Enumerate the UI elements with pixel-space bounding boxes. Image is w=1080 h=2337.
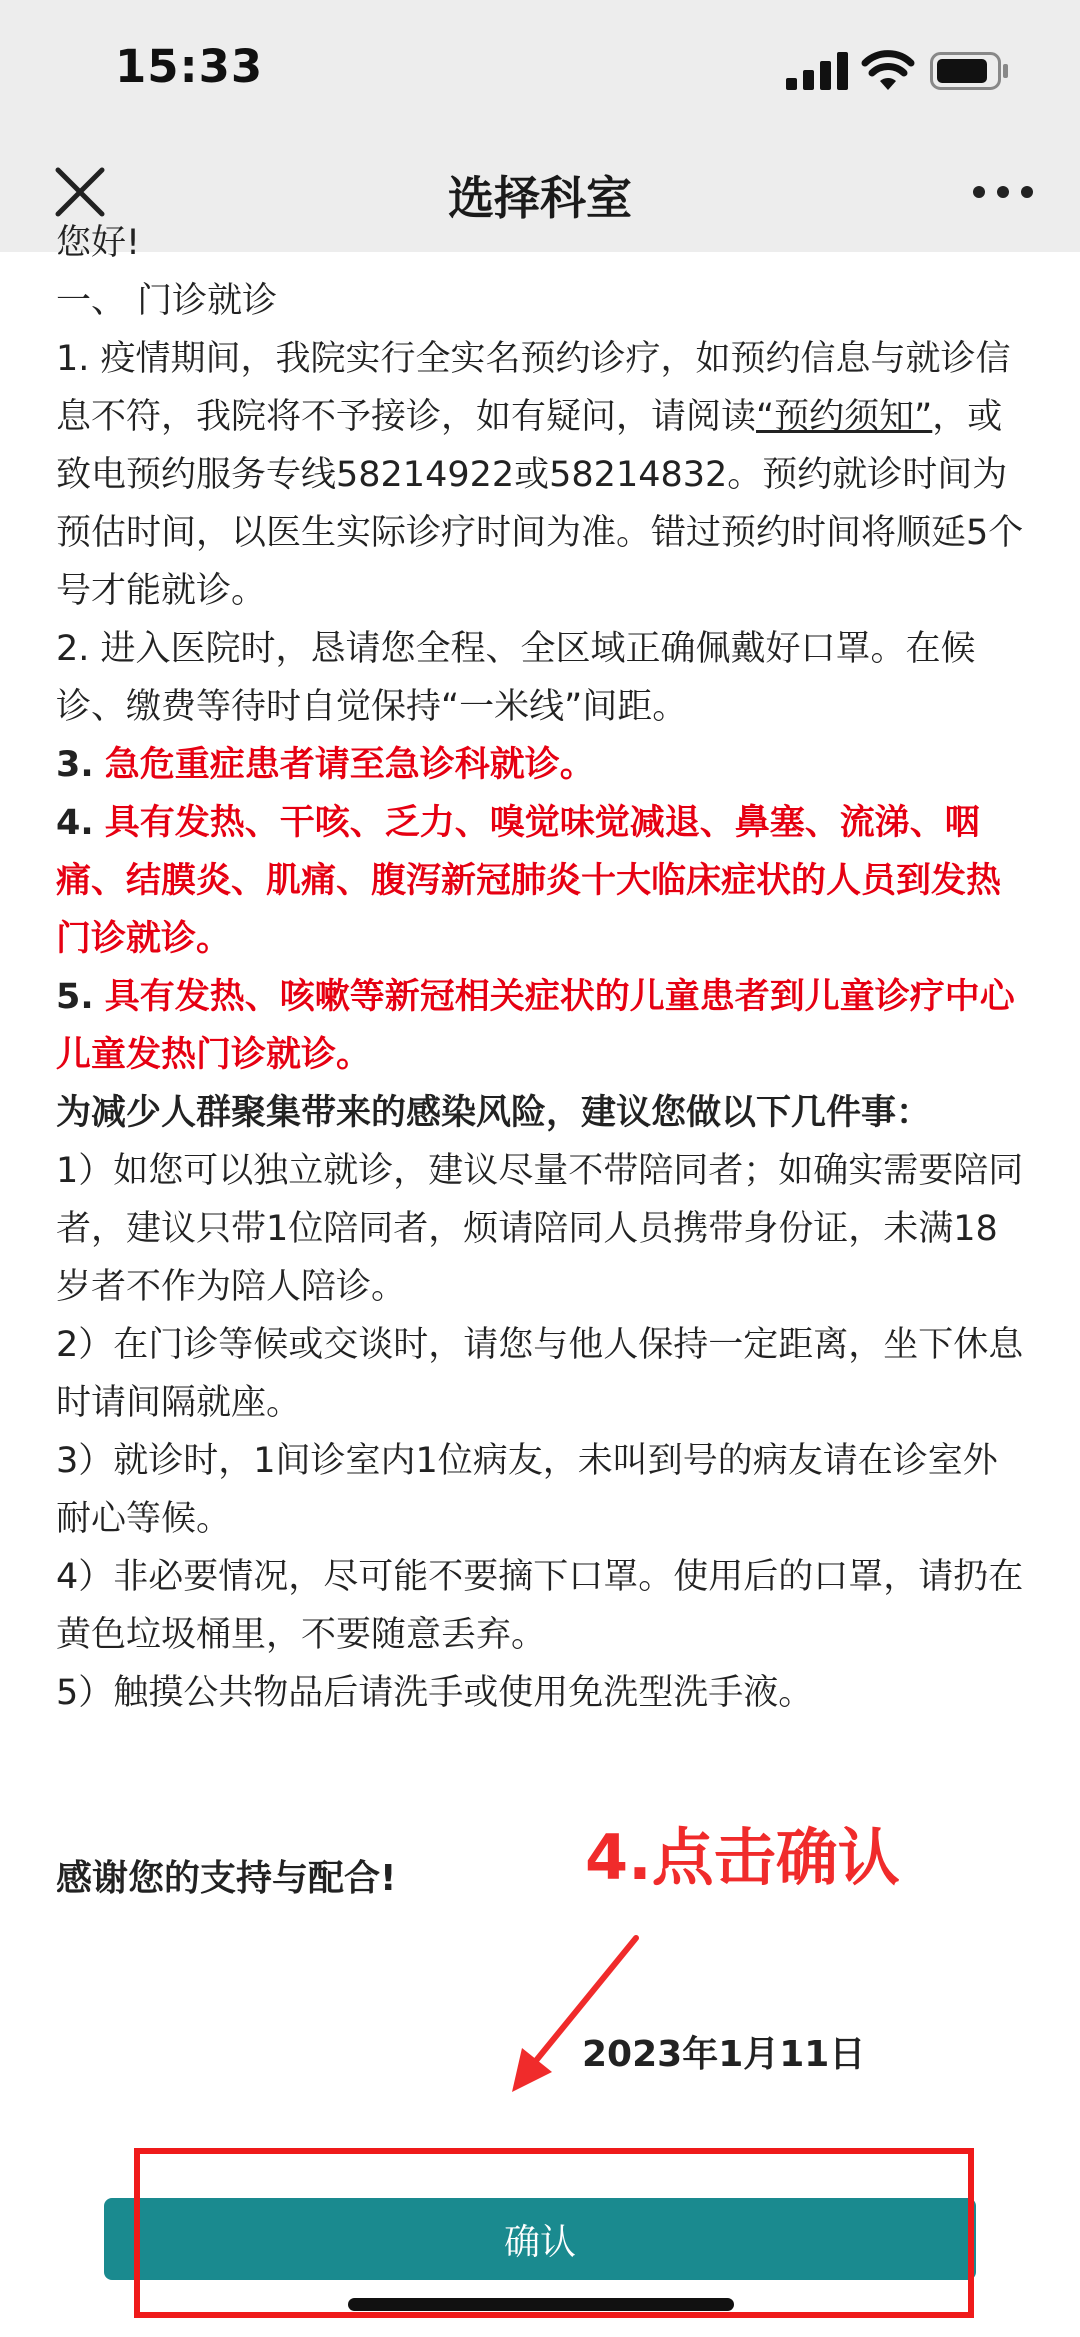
item5-number: 5. [56, 977, 94, 1017]
thanks-text: 感谢您的支持与配合! [56, 1858, 397, 1899]
status-time: 15:33 [115, 40, 264, 93]
notice-item-1 [56, 330, 1032, 620]
item4-number: 4. [56, 803, 94, 843]
advice-item-1: 1）如您可以独立就诊，建议尽量不带陪同者；如确实需要陪同者，建议只带1位陪同者，烦请陪同人员携带身份证，未满18岁者不作为陪人陪诊。 [56, 1151, 1024, 1307]
advice-heading: 为减少人群聚集带来的感染风险，建议您做以下几件事： [56, 1093, 932, 1133]
notice-item-2: 2. 进入医院时，恳请您全程、全区域正确佩戴好口罩。在候诊、缴费等待时自觉保持“一米线”间距。 [56, 629, 976, 727]
item3-text: 急危重症患者请至急诊科就诊。 [104, 745, 595, 785]
item3-number: 3. [56, 745, 94, 785]
advice-item-4: 4）非必要情况，尽可能不要摘下口罩。使用后的口罩，请扔在黄色垃圾桶里，不要随意丢弃。 [56, 1557, 1024, 1655]
annotation-highlight-box [134, 2148, 974, 2318]
notice-item-5 [56, 968, 1032, 1084]
item1-text-a: 1. 疫情期间，我院实行全实名预约诊疗，如预约信息与就诊信息不符，我院将不予接诊，如有疑问，请阅读 [56, 339, 1011, 437]
notice-content [56, 223, 1032, 1722]
notice-item-3 [56, 736, 1032, 794]
advice-item-3: 3）就诊时，1间诊室内1位病友，未叫到号的病友请在诊室外耐心等候。 [56, 1441, 998, 1539]
section-heading: 一、 门诊就诊 [56, 281, 278, 321]
notice-item-4 [56, 794, 1032, 968]
item1-text-b: ，或致电预约服务专线58214922或58214832。预约就诊时间为预估时间，以医生实际诊疗时间为准。错过预约时间将顺延5个号才能就诊。 [56, 397, 1024, 611]
signal-icon [786, 52, 848, 90]
annotation-label: 4.点击确认 [585, 1821, 900, 1894]
advice-item-2: 2）在门诊等候或交谈时，请您与他人保持一定距离，坐下休息时请间隔就座。 [56, 1325, 1024, 1423]
notice-date: 2023年1月11日 [582, 2034, 866, 2075]
advice-item-5: 5）触摸公共物品后请洗手或使用免洗型洗手液。 [56, 1673, 814, 1713]
more-icon[interactable] [970, 180, 1036, 204]
greeting: 您好! [56, 223, 141, 263]
home-indicator[interactable] [348, 2298, 734, 2311]
greeting-line [56, 223, 1032, 272]
item4-text: 具有发热、干咳、乏力、嗅觉味觉减退、鼻塞、流涕、咽痛、结膜炎、肌痛、腹泻新冠肺炎十大临床症状的人员到发热门诊就诊。 [56, 803, 1002, 959]
battery-icon [930, 52, 1010, 90]
wifi-icon [862, 50, 914, 92]
page-title: 选择科室 [448, 171, 632, 225]
annotation-arrow-icon [500, 1930, 650, 2100]
booking-notice-link[interactable]: “预约须知” [756, 397, 933, 437]
item5-text: 具有发热、咳嗽等新冠相关症状的儿童患者到儿童诊疗中心儿童发热门诊就诊。 [56, 977, 1015, 1075]
confirm-button[interactable]: 确认 [104, 2198, 976, 2280]
